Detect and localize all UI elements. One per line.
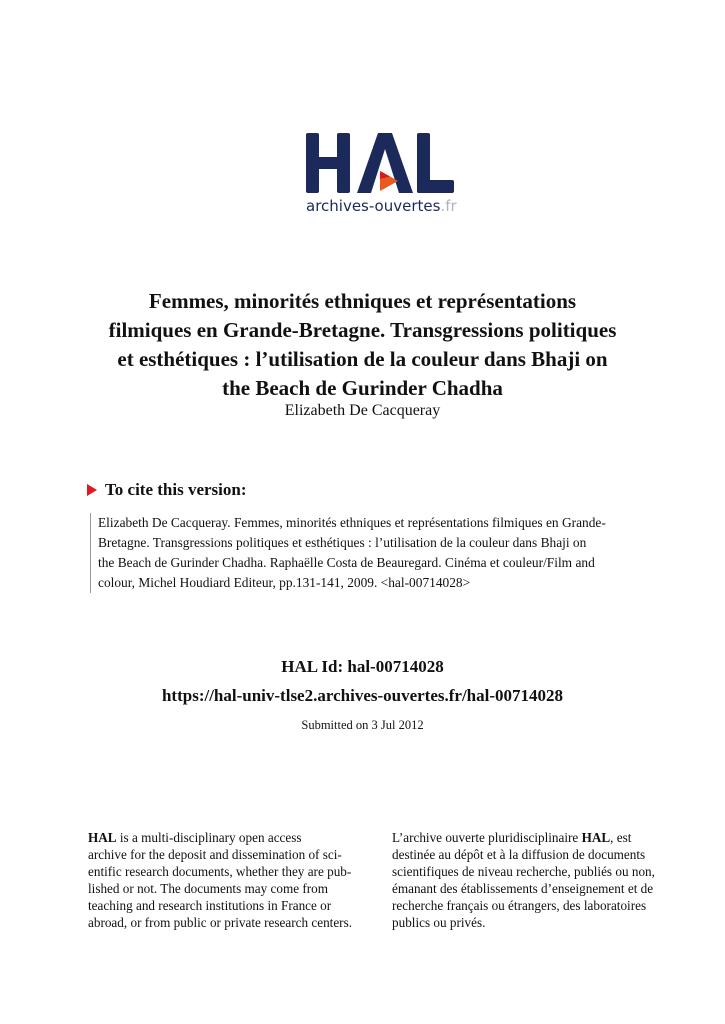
description-line: HAL is a multi-disciplinary open access — [88, 830, 302, 845]
logo-tld: .fr — [440, 197, 457, 215]
logo-subtitle: archives-ouvertes.fr — [306, 197, 457, 215]
description-line: abroad, or from public or private research centers. — [88, 915, 352, 930]
citation-line: the Beach de Gurinder Chadha. Raphaëlle Costa de Beauregard. Cinéma et couleur/Film and — [98, 555, 595, 570]
author-name: Elizabeth De Cacqueray — [284, 402, 441, 419]
description-line: lished or not. The documents may come from — [88, 881, 329, 896]
citation-block — [90, 513, 692, 593]
document-url[interactable]: https://hal-univ-tlse2.archives-ouvertes.fr/hal-00714028 — [161, 686, 564, 705]
description-line: entific research documents, whether they are pub- — [88, 864, 352, 879]
paper-title — [60, 287, 665, 403]
description-line: publics ou privés. — [392, 915, 486, 930]
description-line: recherche français ou étrangers, des laboratoires — [392, 898, 647, 913]
title-line: et esthétiques : l’utilisation de la couleur dans Bhaji on — [117, 347, 608, 371]
description-line: teaching and research institutions in France or — [88, 898, 332, 913]
red-triangle-icon — [87, 484, 97, 496]
description-line: archive for the deposit and dissemination of sci- — [88, 847, 342, 862]
description-line: L’archive ouverte pluridisciplinaire HAL, est — [392, 830, 632, 845]
citation-line: Bretagne. Transgressions politiques et esthétiques : l’utilisation de la couleur dans Bhaji on — [98, 535, 587, 550]
title-line: Femmes, minorités ethniques et représentations — [148, 289, 577, 313]
citation-line: colour, Michel Houdiard Editeur, pp.131-141, 2009. <hal-00714028> — [98, 575, 471, 590]
description-line: destinée au dépôt et à la diffusion de documents — [392, 847, 646, 862]
citation-line: Elizabeth De Cacqueray. Femmes, minorités ethniques et représentations filmiques en Grande- — [98, 515, 606, 530]
cite-heading-label: To cite this version: — [105, 480, 247, 499]
title-line: the Beach de Gurinder Chadha — [222, 376, 503, 400]
cite-heading — [87, 480, 247, 500]
hal-logo — [300, 127, 460, 227]
hal-logo-mark — [300, 127, 460, 197]
description-line: scientifiques de niveau recherche, publiés ou non, — [392, 864, 655, 879]
french-description — [392, 829, 679, 931]
description-line: émanant des établissements d’enseignement et de — [392, 881, 654, 896]
english-description — [88, 829, 375, 931]
hal-id: HAL Id: hal-00714028 — [281, 657, 444, 676]
submitted-date: Submitted on 3 Jul 2012 — [301, 718, 424, 732]
title-line: filmiques en Grande-Bretagne. Transgressions politiques — [108, 318, 617, 342]
